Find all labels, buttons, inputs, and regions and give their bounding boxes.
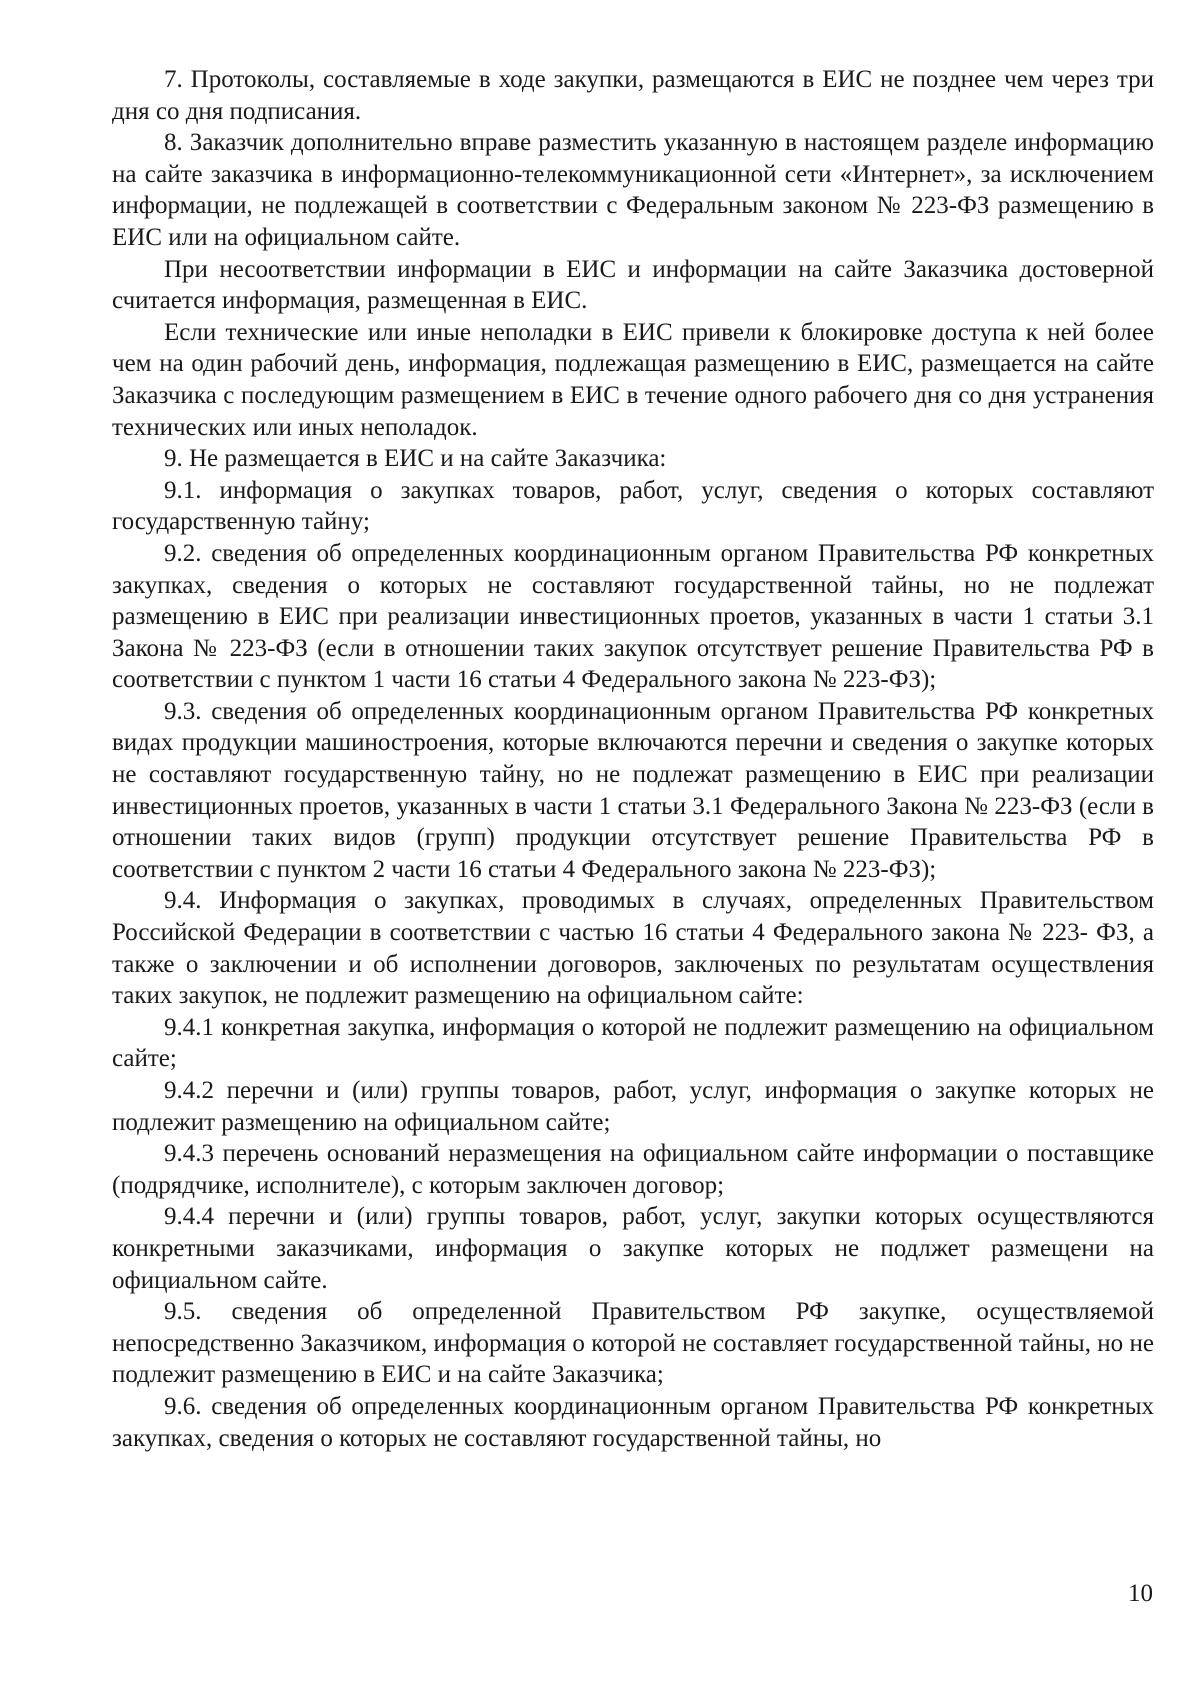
paragraph-9-3: 9.3. сведения об определенных координационным органом Правительства РФ конкретных видах продукции машиностроения, которые включаются перечни и сведения о закупке которых не составляют государственную тайну, но не подлежат размещению в ЕИС при реализации инвестиционных проетов, указанных в части 1 статьи 3.1 Федерального Закона № 223-ФЗ (если в отношении таких видов (групп) продукции отсутствует решение Правительства РФ в соответствии с пунктом 2 части 16 статьи 4 Федерального закона № 223-ФЗ); bbox=[112, 697, 1154, 883]
paragraph-9: 9. Не размещается в ЕИС и на сайте Заказчика: bbox=[164, 445, 667, 473]
paragraph-9-4-3: 9.4.3 перечень оснований неразмещения на официальном сайте информации о поставщике (подрядчике, исполнителе), с которым заключен договор; bbox=[112, 1140, 1154, 1199]
paragraph-9-1: 9.1. информация о закупках товаров, работ, услуг, сведения о которых составляют государственную тайну; bbox=[112, 476, 1154, 536]
paragraph-9-2: 9.2. сведения об определенных координационным органом Правительства РФ конкретных закупках, сведения о которых не составляют государственной тайны, но не подлежат размещению в ЕИС при реализации инвестиционных проетов, указанных в части 1 статьи 3.1 Закона № 223-ФЗ (если в отношении таких закупок отсутствует решение Правительства РФ в соответствии с пунктом 1 части 16 статьи 4 Федерального закона № 223-ФЗ); bbox=[112, 539, 1154, 694]
document-body bbox=[112, 64, 1154, 1454]
paragraph-9-4: 9.4. Информация о закупках, проводимых в случаях, определенных Правительством Российской Федерации в соответствии с частью 16 статьи 4 Федерального закона № 223- ФЗ, а также о заключении и об исполнении договоров, заключеных по результатам осуществления таких закупок, не подлежит размещению на официальном сайте: bbox=[112, 887, 1154, 1010]
paragraph-8-malfunction: Если технические или иные неполадки в ЕИС привели к блокировке доступа к ней более чем на один рабочий день, информация, подлежащая размещению в ЕИС, размещается на сайте Заказчика с последующим размещением в ЕИС в течение одного рабочего дня со дня устранения технических или иных неполадок. bbox=[112, 318, 1154, 441]
paragraph-9-6: 9.6. сведения об определенных координационным органом Правительства РФ конкретных закупках, сведения о которых не составляют государственной тайны, но bbox=[112, 1392, 1154, 1452]
paragraph-9-4-1: 9.4.1 конкретная закупка, информация о которой не подлежит размещению на официальном сайте; bbox=[112, 1013, 1154, 1073]
paragraph-9-4-2: 9.4.2 перечни и (или) группы товаров, работ, услуг, информация о закупке которых не подлежит размещению на официальном сайте; bbox=[112, 1077, 1154, 1136]
paragraph-9-5: 9.5. сведения об определенной Правительством РФ закупке, осуществляемой непосредственно Заказчиком, информация о которой не составляет государственной тайны, но не подлежит размещению в ЕИС и на сайте Заказчика; bbox=[112, 1298, 1154, 1389]
page-number: 10 bbox=[1128, 1580, 1153, 1607]
paragraph-8-inconsistency: При несоответствии информации в ЕИС и информации на сайте Заказчика достоверной считается информация, размещенная в ЕИС. bbox=[112, 255, 1154, 315]
paragraph-9-4-4: 9.4.4 перечни и (или) группы товаров, работ, услуг, закупки которых осуществляются конкретными заказчиками, информация о закупке которых не подлжет размещени на официальном сайте. bbox=[112, 1203, 1154, 1294]
paragraph-7: 7. Протоколы, составляемые в ходе закупки, размещаются в ЕИС не позднее чем через три дня со дня подписания. bbox=[112, 66, 1154, 125]
paragraph-8: 8. Заказчик дополнительно вправе разместить указанную в настоящем разделе информацию на сайте заказчика в информационно-телекоммуникационной сети «Интернет», за исключением информации, не подлежащей в соответствии с Федеральным законом № 223-ФЗ размещению в ЕИС или на официальном сайте. bbox=[112, 129, 1154, 251]
